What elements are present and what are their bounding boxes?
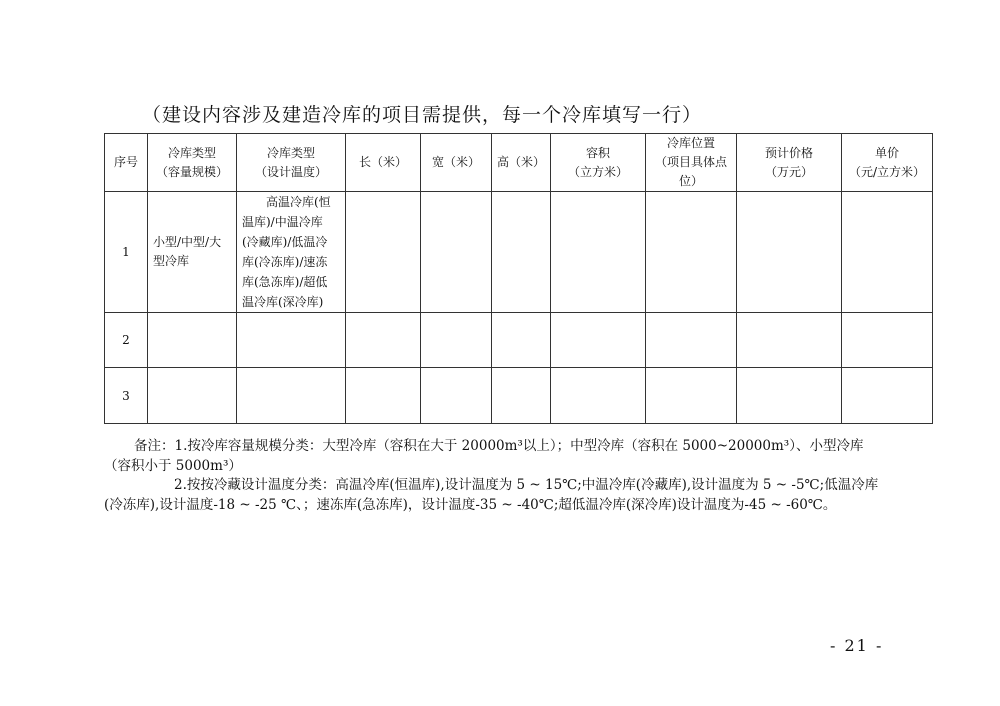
height-cell — [492, 192, 551, 313]
page-number: - 21 - — [830, 636, 884, 655]
header-temperature: 冷库类型 （设计温度） — [237, 134, 346, 192]
volume-cell — [551, 192, 646, 313]
header-width: 宽（米） — [421, 134, 492, 192]
table-title: （建设内容涉及建造冷库的项目需提供，每一个冷库填写一行） — [142, 104, 703, 126]
notes — [104, 437, 934, 515]
header-index: 序号 — [105, 134, 148, 192]
cold-storage-table — [104, 133, 933, 424]
header-height: 高（米） — [492, 134, 551, 192]
capacity-cell: 小型/中型/大 型冷库 — [148, 192, 237, 313]
table-row — [105, 368, 933, 424]
note-line-3: 2.按按冷藏设计温度分类：高温冷库(恒温库),设计温度为 5 ~ 15℃;中温冷库(冷藏库),设计温度为 5 ~ -5℃;低温冷库 — [174, 477, 879, 493]
header-estimated-price: 预计价格 （万元） — [737, 134, 842, 192]
header-capacity: 冷库类型 （容量规模） — [148, 134, 237, 192]
unit-price-cell — [842, 192, 933, 313]
note-line-1: 备注：1.按冷库容量规模分类：大型冷库（容积在大于 20000m³以上）；中型冷库（容积在 5000~20000m³）、小型冷库 — [134, 438, 864, 454]
note-line-4: (冷冻库),设计温度-18 ~ -25 ℃、；速冻库(急冻库)，设计温度-35 ~ -40℃;超低温冷库(深冷库)设计温度为-45 ~ -60℃。 — [104, 496, 837, 513]
temperature-cell: 高温冷库(恒 温库)/中温冷库 (冷藏库)/低温冷 库(冷冻库)/速冻 库(急冻库)/超低 温冷库(深冷库) — [237, 192, 346, 313]
note-line-2: （容积小于 5000m³） — [104, 457, 242, 474]
table-row — [105, 192, 933, 313]
header-location: 冷库位置 （项目具体点 位） — [646, 134, 737, 192]
row-index: 3 — [105, 368, 148, 424]
width-cell — [421, 192, 492, 313]
estimated-price-cell — [737, 192, 842, 313]
row-index: 2 — [105, 313, 148, 368]
location-cell — [646, 192, 737, 313]
header-unit-price: 单价 （元/立方米） — [842, 134, 933, 192]
row-index: 1 — [105, 192, 148, 313]
length-cell — [346, 192, 421, 313]
table-row — [105, 313, 933, 368]
header-row — [105, 134, 933, 192]
header-volume: 容积 （立方米） — [551, 134, 646, 192]
header-length: 长（米） — [346, 134, 421, 192]
